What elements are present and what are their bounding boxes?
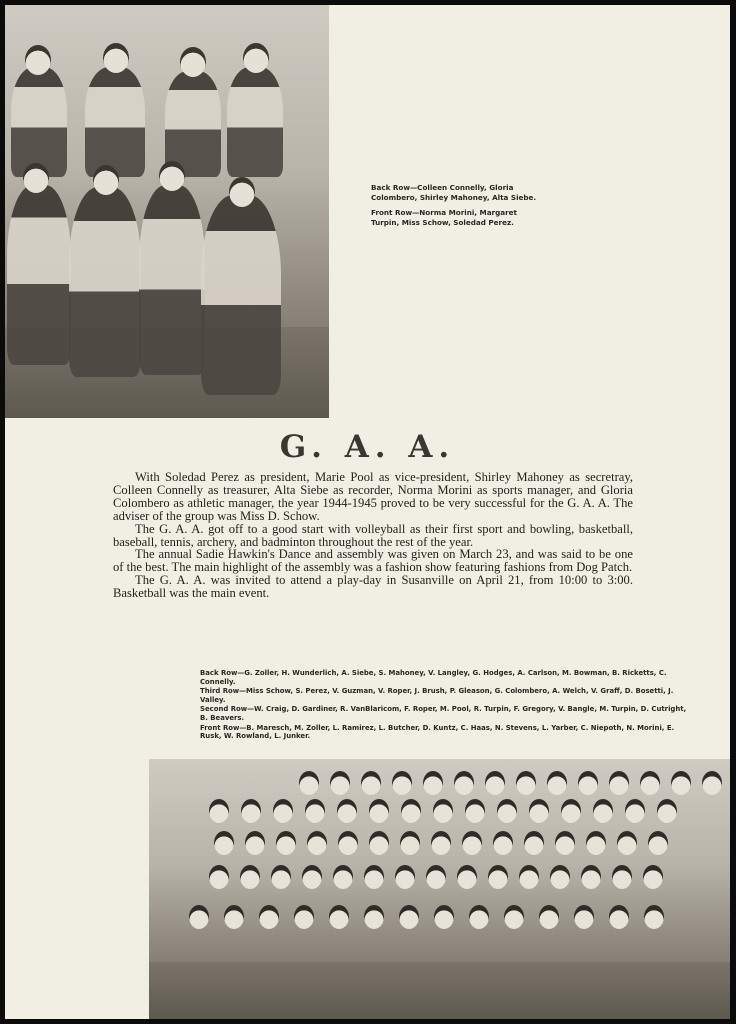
person-face <box>529 799 549 823</box>
person-face <box>401 799 421 823</box>
person-face <box>241 799 261 823</box>
person-face <box>364 865 384 889</box>
person-head <box>159 161 185 191</box>
person-figure <box>7 185 71 365</box>
person-figure <box>69 187 141 377</box>
person-face <box>625 799 645 823</box>
person-face <box>547 771 567 795</box>
person-face <box>578 771 598 795</box>
person-face <box>209 799 229 823</box>
person-face <box>426 865 446 889</box>
person-face <box>395 865 415 889</box>
person-face <box>454 771 474 795</box>
person-face <box>640 771 660 795</box>
paragraph: The G. A. A. got off to a good start with volleyball as their first sport and bowling, basketball, baseball, tennis, archery, and badminton throughout the rest of the year. <box>113 521 633 549</box>
person-face <box>524 831 544 855</box>
person-face <box>259 905 279 929</box>
caption-back-row: Back Row—G. Zoller, H. Wunderlich, A. Siebe, S. Mahoney, V. Langley, G. Hodges, A. Carlson, M. Bowman, B. Ricketts, C. Connelly. <box>200 669 667 686</box>
person-face <box>333 865 353 889</box>
person-face <box>462 831 482 855</box>
person-face <box>586 831 606 855</box>
person-face <box>307 831 327 855</box>
person-face <box>271 865 291 889</box>
person-face <box>550 865 570 889</box>
person-face <box>702 771 722 795</box>
person-face <box>400 831 420 855</box>
person-face <box>648 831 668 855</box>
person-face <box>469 905 489 929</box>
person-face <box>392 771 412 795</box>
person-face <box>369 831 389 855</box>
person-face <box>612 865 632 889</box>
person-face <box>189 905 209 929</box>
person-face <box>643 865 663 889</box>
small-group-photo <box>5 5 329 418</box>
person-face <box>434 905 454 929</box>
person-face <box>276 831 296 855</box>
person-face <box>555 831 575 855</box>
person-face <box>485 771 505 795</box>
large-group-photo <box>149 759 730 1019</box>
person-head <box>243 43 269 73</box>
person-face <box>493 831 513 855</box>
group-faces <box>149 759 730 1019</box>
person-head <box>25 45 51 75</box>
page-title: G. A. A. <box>279 429 456 465</box>
person-face <box>209 865 229 889</box>
person-figure <box>85 67 145 177</box>
person-face <box>240 865 260 889</box>
paragraph: With Soledad Perez as president, Marie Pool as vice-president, Shirley Mahoney as secretray, Colleen Connelly as treasurer, Alta Siebe as recorder, Norma Morini as sports manager, and Gloria Colombero as athletic manager, the year 1944-1945 proved to be very successful for the G. A. A. The adviser of the group was Miss D. Schow. <box>113 470 633 523</box>
person-face <box>245 831 265 855</box>
person-face <box>539 905 559 929</box>
person-face <box>457 865 477 889</box>
person-figure <box>11 67 67 177</box>
person-face <box>609 905 629 929</box>
person-face <box>657 799 677 823</box>
person-head <box>229 177 255 207</box>
person-face <box>364 905 384 929</box>
paragraph: The G. A. A. was invited to attend a play-day in Susanville on April 21, from 10:00 to 3:00. Basketball was the main event. <box>113 573 633 601</box>
person-face <box>519 865 539 889</box>
person-face <box>299 771 319 795</box>
person-face <box>644 905 664 929</box>
person-face <box>337 799 357 823</box>
person-face <box>593 799 613 823</box>
person-face <box>330 771 350 795</box>
person-figure <box>227 67 283 177</box>
caption-third-row: Third Row—Miss Schow, S. Perez, V. Guzman, V. Roper, J. Brush, P. Gleason, G. Colombero, A. Welch, V. Graff, D. Bosetti, J. Valley. <box>200 687 674 704</box>
caption-front-row: Front Row—Norma Morini, Margaret Turpin, Miss Schow, Soledad Perez. <box>371 208 517 227</box>
top-photo-caption <box>371 183 546 233</box>
person-face <box>431 831 451 855</box>
person-head <box>93 165 119 195</box>
person-face <box>433 799 453 823</box>
person-face <box>302 865 322 889</box>
person-face <box>561 799 581 823</box>
person-face <box>574 905 594 929</box>
caption-back-row: Back Row—Colleen Connelly, Gloria Colombero, Shirley Mahoney, Alta Siebe. <box>371 183 537 202</box>
article-body <box>113 471 633 600</box>
person-face <box>488 865 508 889</box>
person-figure <box>201 195 281 395</box>
person-face <box>273 799 293 823</box>
person-face <box>609 771 629 795</box>
person-face <box>305 799 325 823</box>
person-face <box>497 799 517 823</box>
person-figure <box>139 185 205 375</box>
person-face <box>338 831 358 855</box>
person-face <box>369 799 389 823</box>
person-face <box>516 771 536 795</box>
person-face <box>581 865 601 889</box>
person-face <box>399 905 419 929</box>
person-face <box>224 905 244 929</box>
caption-second-row: Second Row—W. Craig, D. Gardiner, R. VanBlaricom, F. Roper, M. Pool, R. Turpin, F. Gregory, V. Bangle, M. Turpin, D. Cutright, B. Beavers. <box>200 705 687 722</box>
yearbook-page <box>5 5 730 1019</box>
person-head <box>103 43 129 73</box>
paragraph: The annual Sadie Hawkin's Dance and assembly was given on March 23, and was said to be one of the best. The main highlight of the assembly was a fashion show featuring fashions from Dog Patch. <box>113 547 633 575</box>
person-head <box>180 47 206 77</box>
person-face <box>423 771 443 795</box>
person-face <box>294 905 314 929</box>
bottom-photo-caption <box>200 669 695 742</box>
person-face <box>671 771 691 795</box>
person-face <box>329 905 349 929</box>
person-face <box>214 831 234 855</box>
person-face <box>504 905 524 929</box>
person-face <box>465 799 485 823</box>
person-face <box>617 831 637 855</box>
person-head <box>23 163 49 193</box>
person-face <box>361 771 381 795</box>
caption-front-row: Front Row—B. Maresch, M. Zoller, L. Ramirez, L. Butcher, D. Kuntz, C. Haas, N. Stevens, L. Yarber, C. Niepoth, N. Morini, E. Rusk, W. Rowland, L. Junker. <box>200 723 675 741</box>
